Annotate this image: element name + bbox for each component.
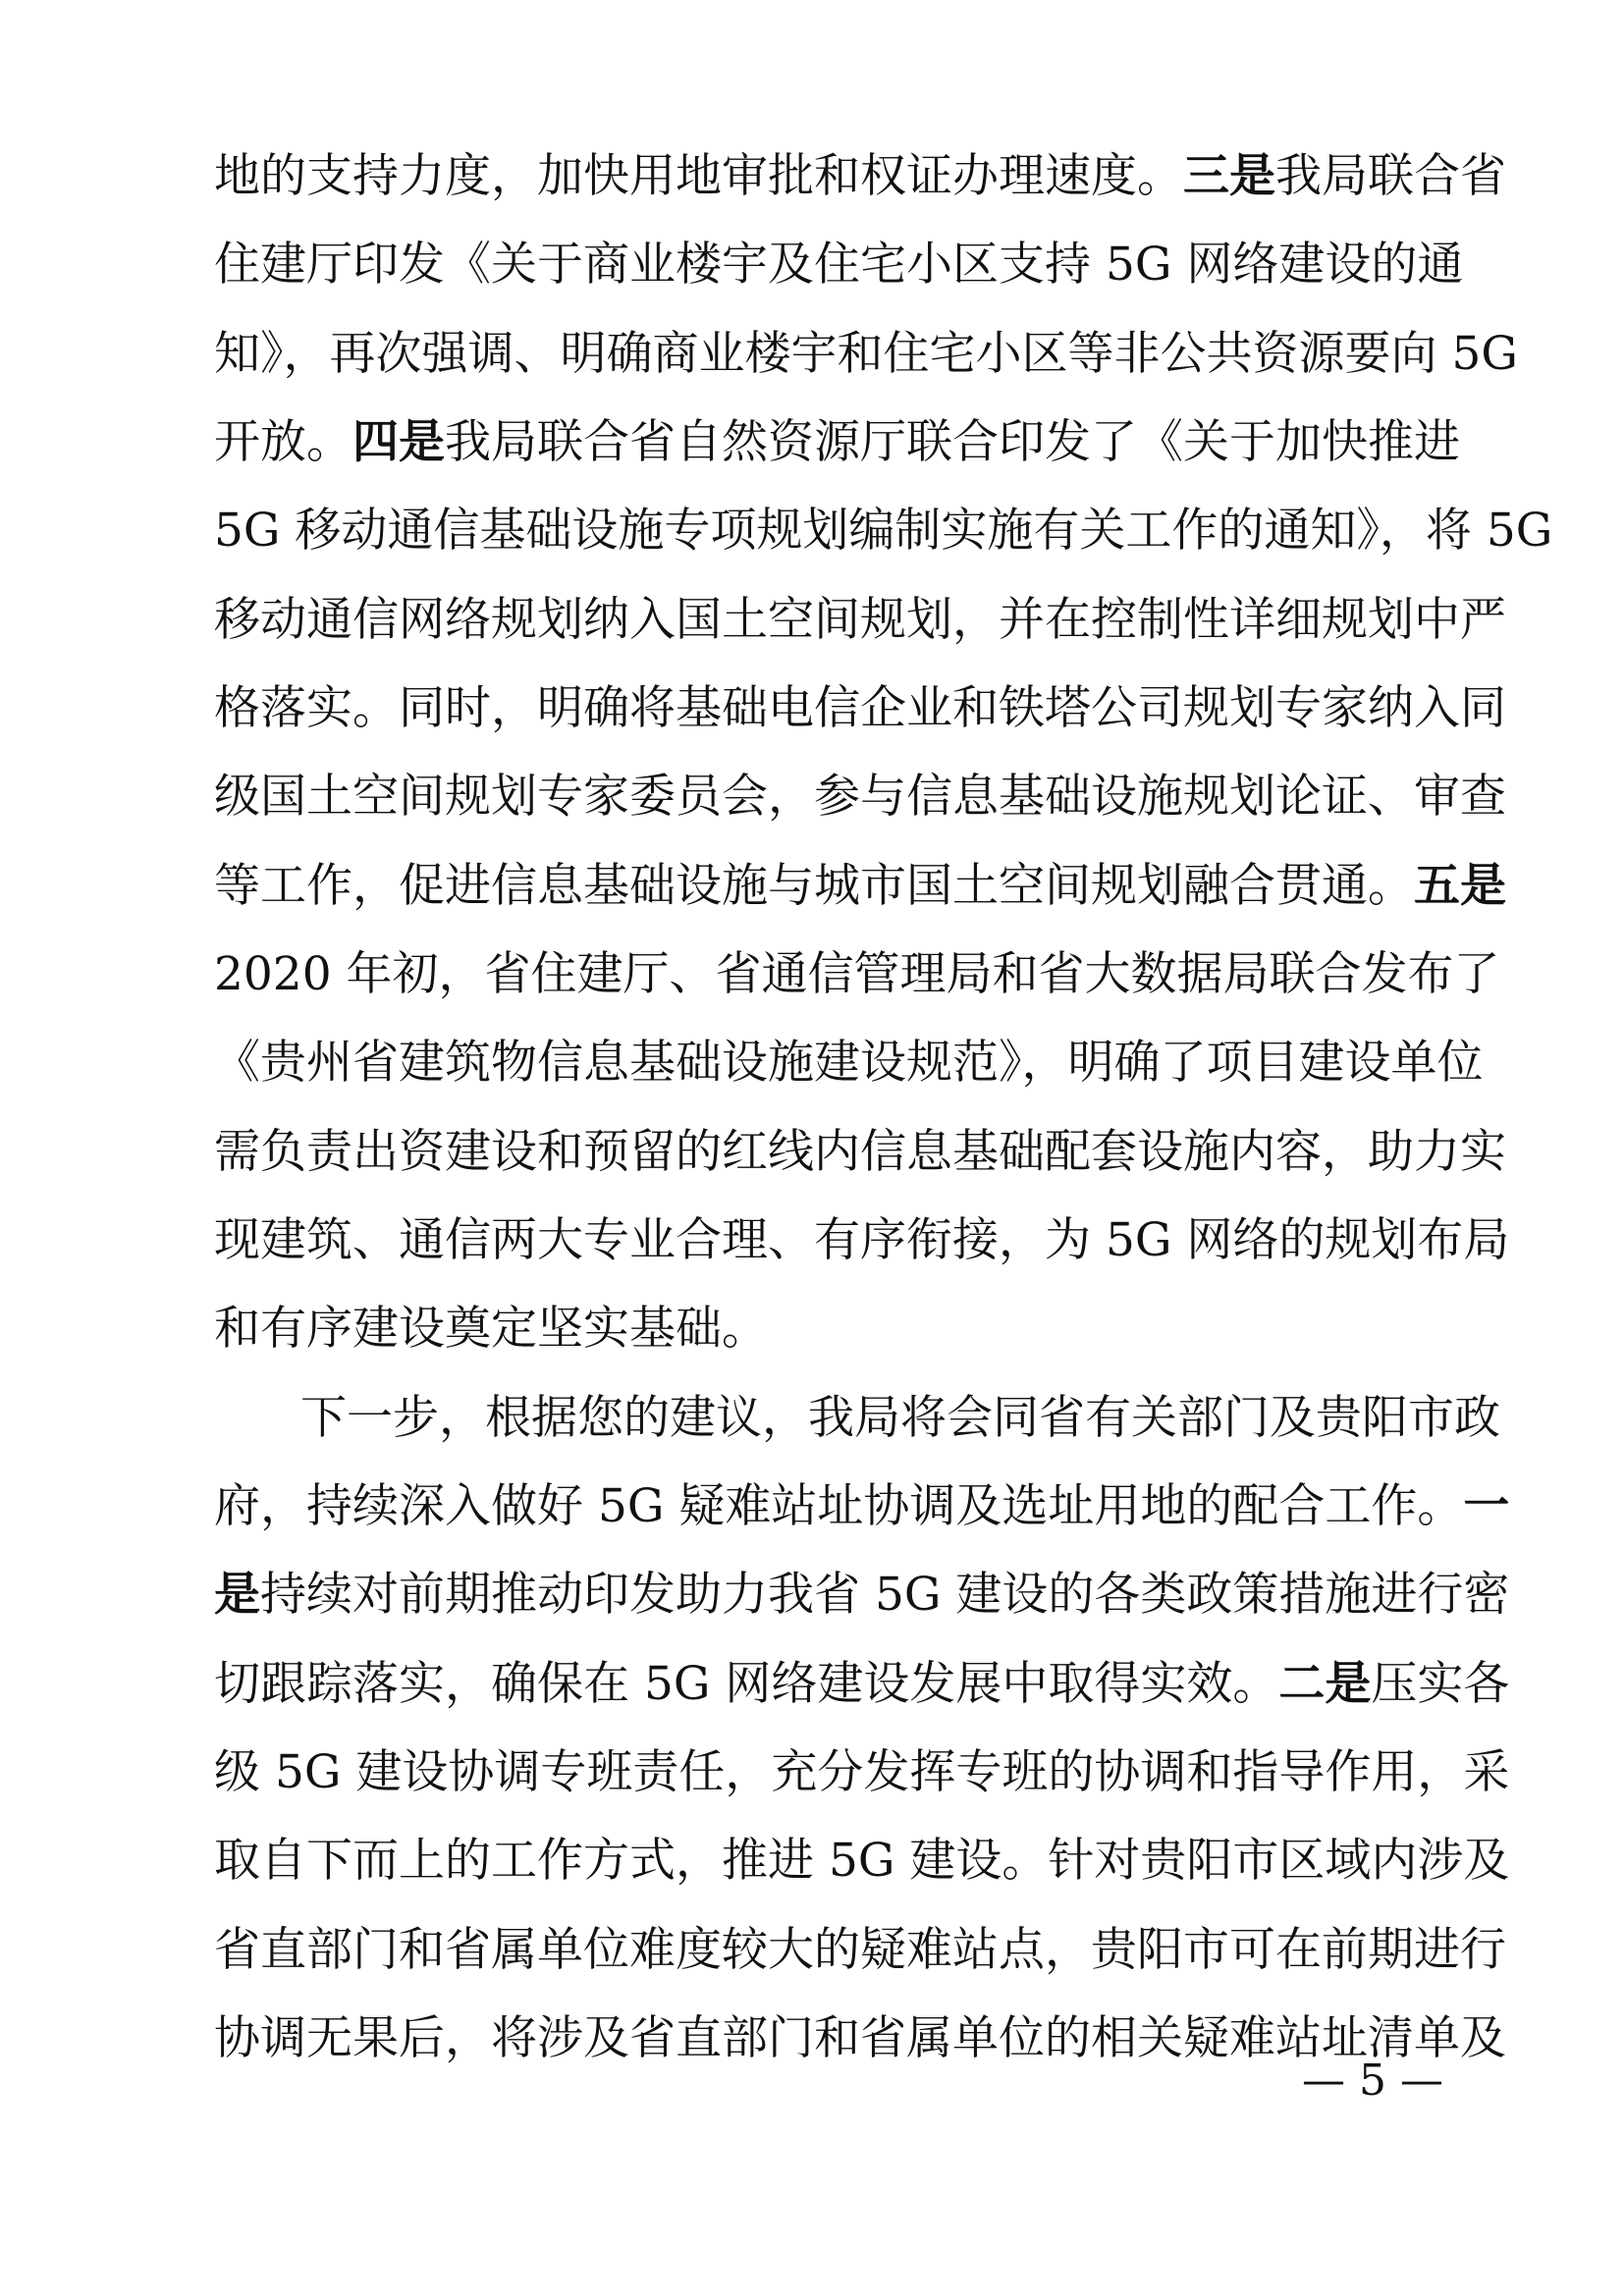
paragraph-last-line: 和有序建设奠定坚实基础。 [214, 1302, 768, 1356]
paragraph-first-line: 下一步，根据您的建议，我局将会同省有关部门及贵阳市政 [300, 1391, 1500, 1445]
body-line: 需负责出资建设和预留的红线内信息基础配套设施内容，助力实 [214, 1125, 1506, 1179]
body-line: 级 5G 建设协调专班责任，充分发挥专班的协调和指导作用，采 [214, 1745, 1510, 1799]
body-line: 知》，再次强调、明确商业楼宇和住宅小区等非公共资源要向 5G [214, 327, 1518, 381]
body-line: 2020 年初，省住建厅、省通信管理局和省大数据局联合发布了 [214, 947, 1500, 1001]
body-line: 等工作，促进信息基础设施与城市国土空间规划融合贯通。五是 [214, 859, 1506, 913]
body-line: 切跟踪落实，确保在 5G 网络建设发展中取得实效。二是压实各 [214, 1657, 1510, 1711]
body-line: 格落实。同时，明确将基础电信企业和铁塔公司规划专家纳入同 [214, 681, 1506, 735]
body-line: 住建厅印发《关于商业楼宇及住宅小区支持 5G 网络建设的通 [214, 238, 1464, 292]
body-line: 是持续对前期推动印发助力我省 5G 建设的各类政策措施进行密 [214, 1568, 1510, 1622]
body-line: 地的支持力度，加快用地审批和权证办理速度。三是我局联合省 [214, 149, 1506, 203]
body-line: 级国土空间规划专家委员会，参与信息基础设施规划论证、审查 [214, 770, 1506, 824]
page-number: — 5 — [1302, 2056, 1443, 2106]
body-line: 开放。四是我局联合省自然资源厅联合印发了《关于加快推进 [214, 415, 1460, 469]
body-line: 移动通信网络规划纳入国土空间规划，并在控制性详细规划中严 [214, 593, 1506, 647]
body-line: 取自下而上的工作方式，推进 5G 建设。针对贵阳市区域内涉及 [214, 1834, 1510, 1888]
body-line: 《贵州省建筑物信息基础设施建设规范》，明确了项目建设单位 [214, 1036, 1484, 1090]
body-line: 5G 移动通信基础设施专项规划编制实施有关工作的通知》，将 5G [214, 504, 1553, 558]
body-line: 府，持续深入做好 5G 疑难站址协调及选址用地的配合工作。一 [214, 1479, 1510, 1533]
body-line: 现建筑、通信两大专业合理、有序衔接，为 5G 网络的规划布局 [214, 1213, 1510, 1267]
body-line: 省直部门和省属单位难度较大的疑难站点，贵阳市可在前期进行 [214, 1923, 1506, 1977]
body-line: 协调无果后，将涉及省直部门和省属单位的相关疑难站址清单及 [214, 2011, 1506, 2065]
